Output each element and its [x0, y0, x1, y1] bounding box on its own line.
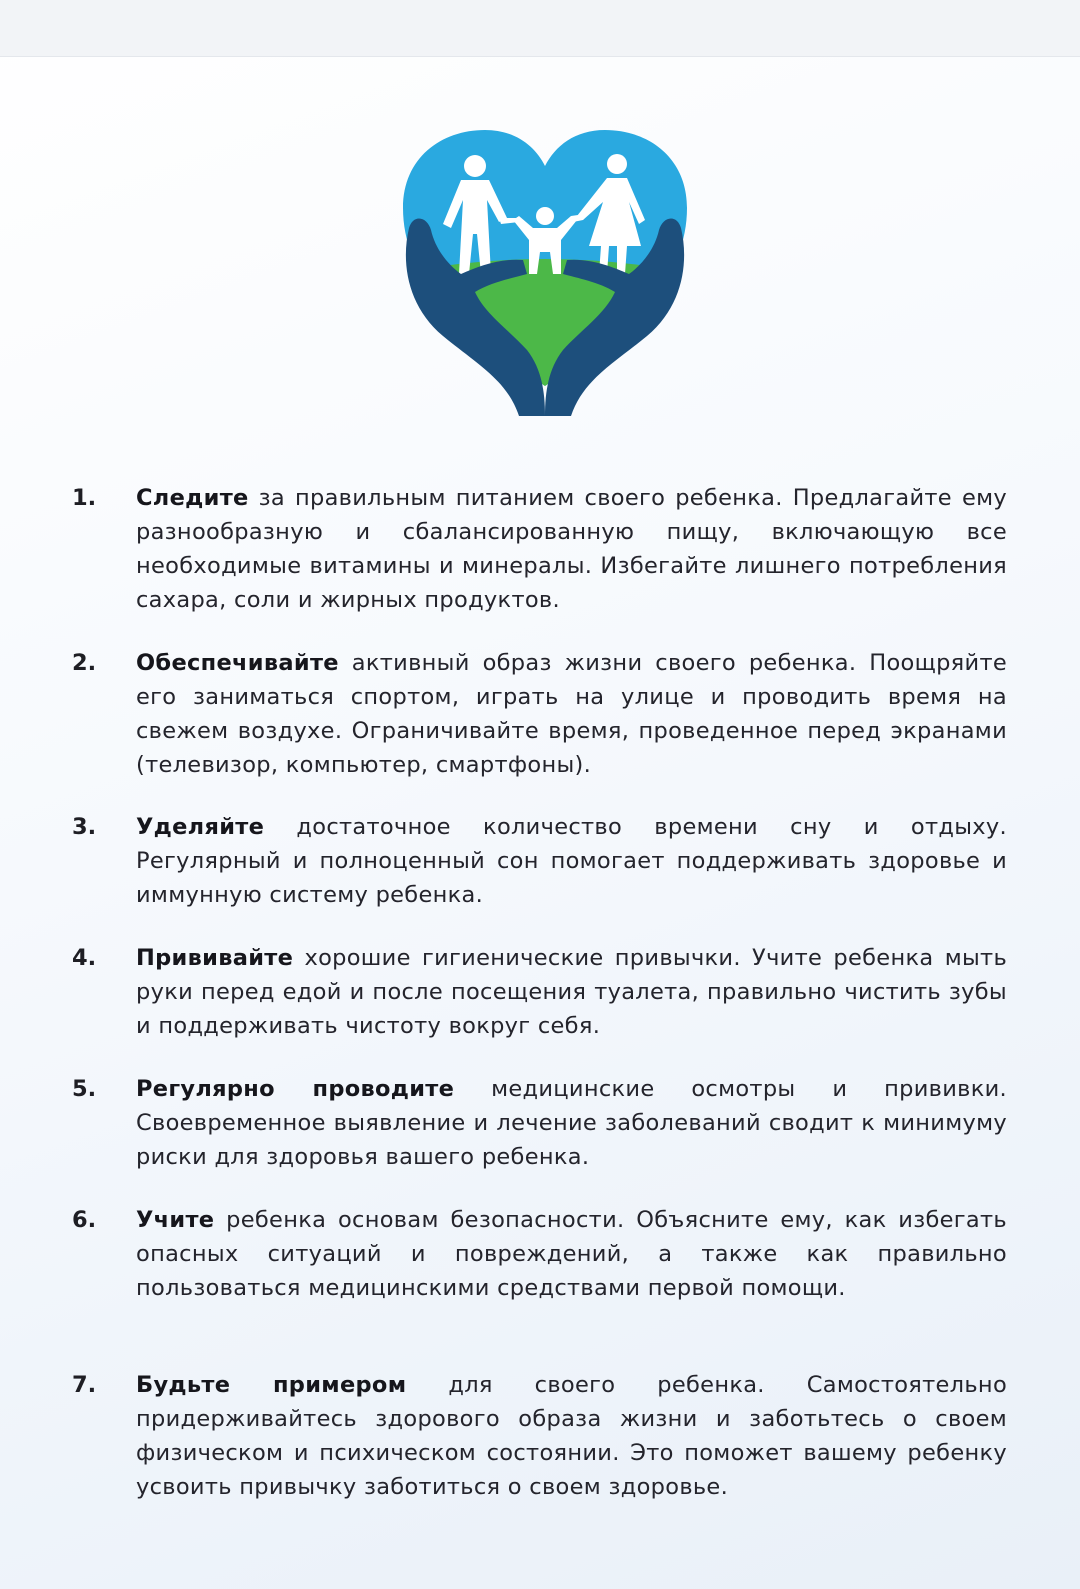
item-keyword: Будьте примером: [136, 1372, 407, 1398]
item-number: 7.: [72, 1372, 97, 1398]
item-number: 3.: [72, 814, 97, 840]
item-body: медицинские осмотры и прививки. Своевременное выявление и лечение заболеваний сводит к минимуму риски для здоровья вашего ребенка.: [136, 1076, 1007, 1170]
family-heart-hands-icon: [395, 124, 695, 424]
item-keyword: Обеспечивайте: [136, 650, 339, 676]
item-text: [136, 1368, 1007, 1504]
item-number: 4.: [72, 945, 97, 971]
item-text: [136, 1203, 1007, 1305]
item-keyword: Учите: [136, 1207, 215, 1233]
item-keyword: Прививайте: [136, 945, 294, 971]
top-strip: [0, 0, 1080, 57]
item-body: активный образ жизни своего ребенка. Поощряйте его заниматься спортом, играть на улице и проводить время на свежем воздухе. Ограничивайте время, проведенное перед экранами (телевизор, компьютер, смартфоны).: [136, 650, 1007, 778]
item-number: 2.: [72, 650, 97, 676]
item-number: 1.: [72, 485, 97, 511]
item-number: 5.: [72, 1076, 97, 1102]
item-body: достаточное количество времени сну и отдыху. Регулярный и полноценный сон помогает поддерживать здоровье и иммунную систему ребенка.: [136, 814, 1007, 908]
item-body: за правильным питанием своего ребенка. Предлагайте ему разнообразную и сбалансированную пищу, включающую все необходимые витамины и минералы. Избегайте лишнего потребления сахара, соли и жирных продуктов.: [136, 485, 1007, 613]
item-number: 6.: [72, 1207, 97, 1233]
item-body: хорошие гигиенические привычки. Учите ребенка мыть руки перед едой и после посещения туалета, правильно чистить зубы и поддерживать чистоту вокруг себя.: [136, 945, 1007, 1039]
item-body: ребенка основам безопасности. Объясните ему, как избегать опасных ситуаций и повреждений, а также как правильно пользоваться медицинскими средствами первой помощи.: [136, 1207, 1007, 1301]
item-text: [136, 646, 1007, 782]
item-body: для своего ребенка. Самостоятельно придерживайтесь здорового образа жизни и заботьтесь о своем физическом и психическом состоянии. Это поможет вашему ребенку усвоить привычку заботиться о своем здоровье.: [136, 1372, 1008, 1500]
item-keyword: Следите: [136, 485, 249, 511]
item-text: [136, 481, 1007, 617]
item-text: [136, 941, 1007, 1043]
item-text: [136, 1072, 1007, 1174]
item-keyword: Уделяйте: [136, 814, 265, 840]
item-text: [136, 810, 1007, 912]
item-keyword: Регулярно проводите: [136, 1076, 455, 1102]
